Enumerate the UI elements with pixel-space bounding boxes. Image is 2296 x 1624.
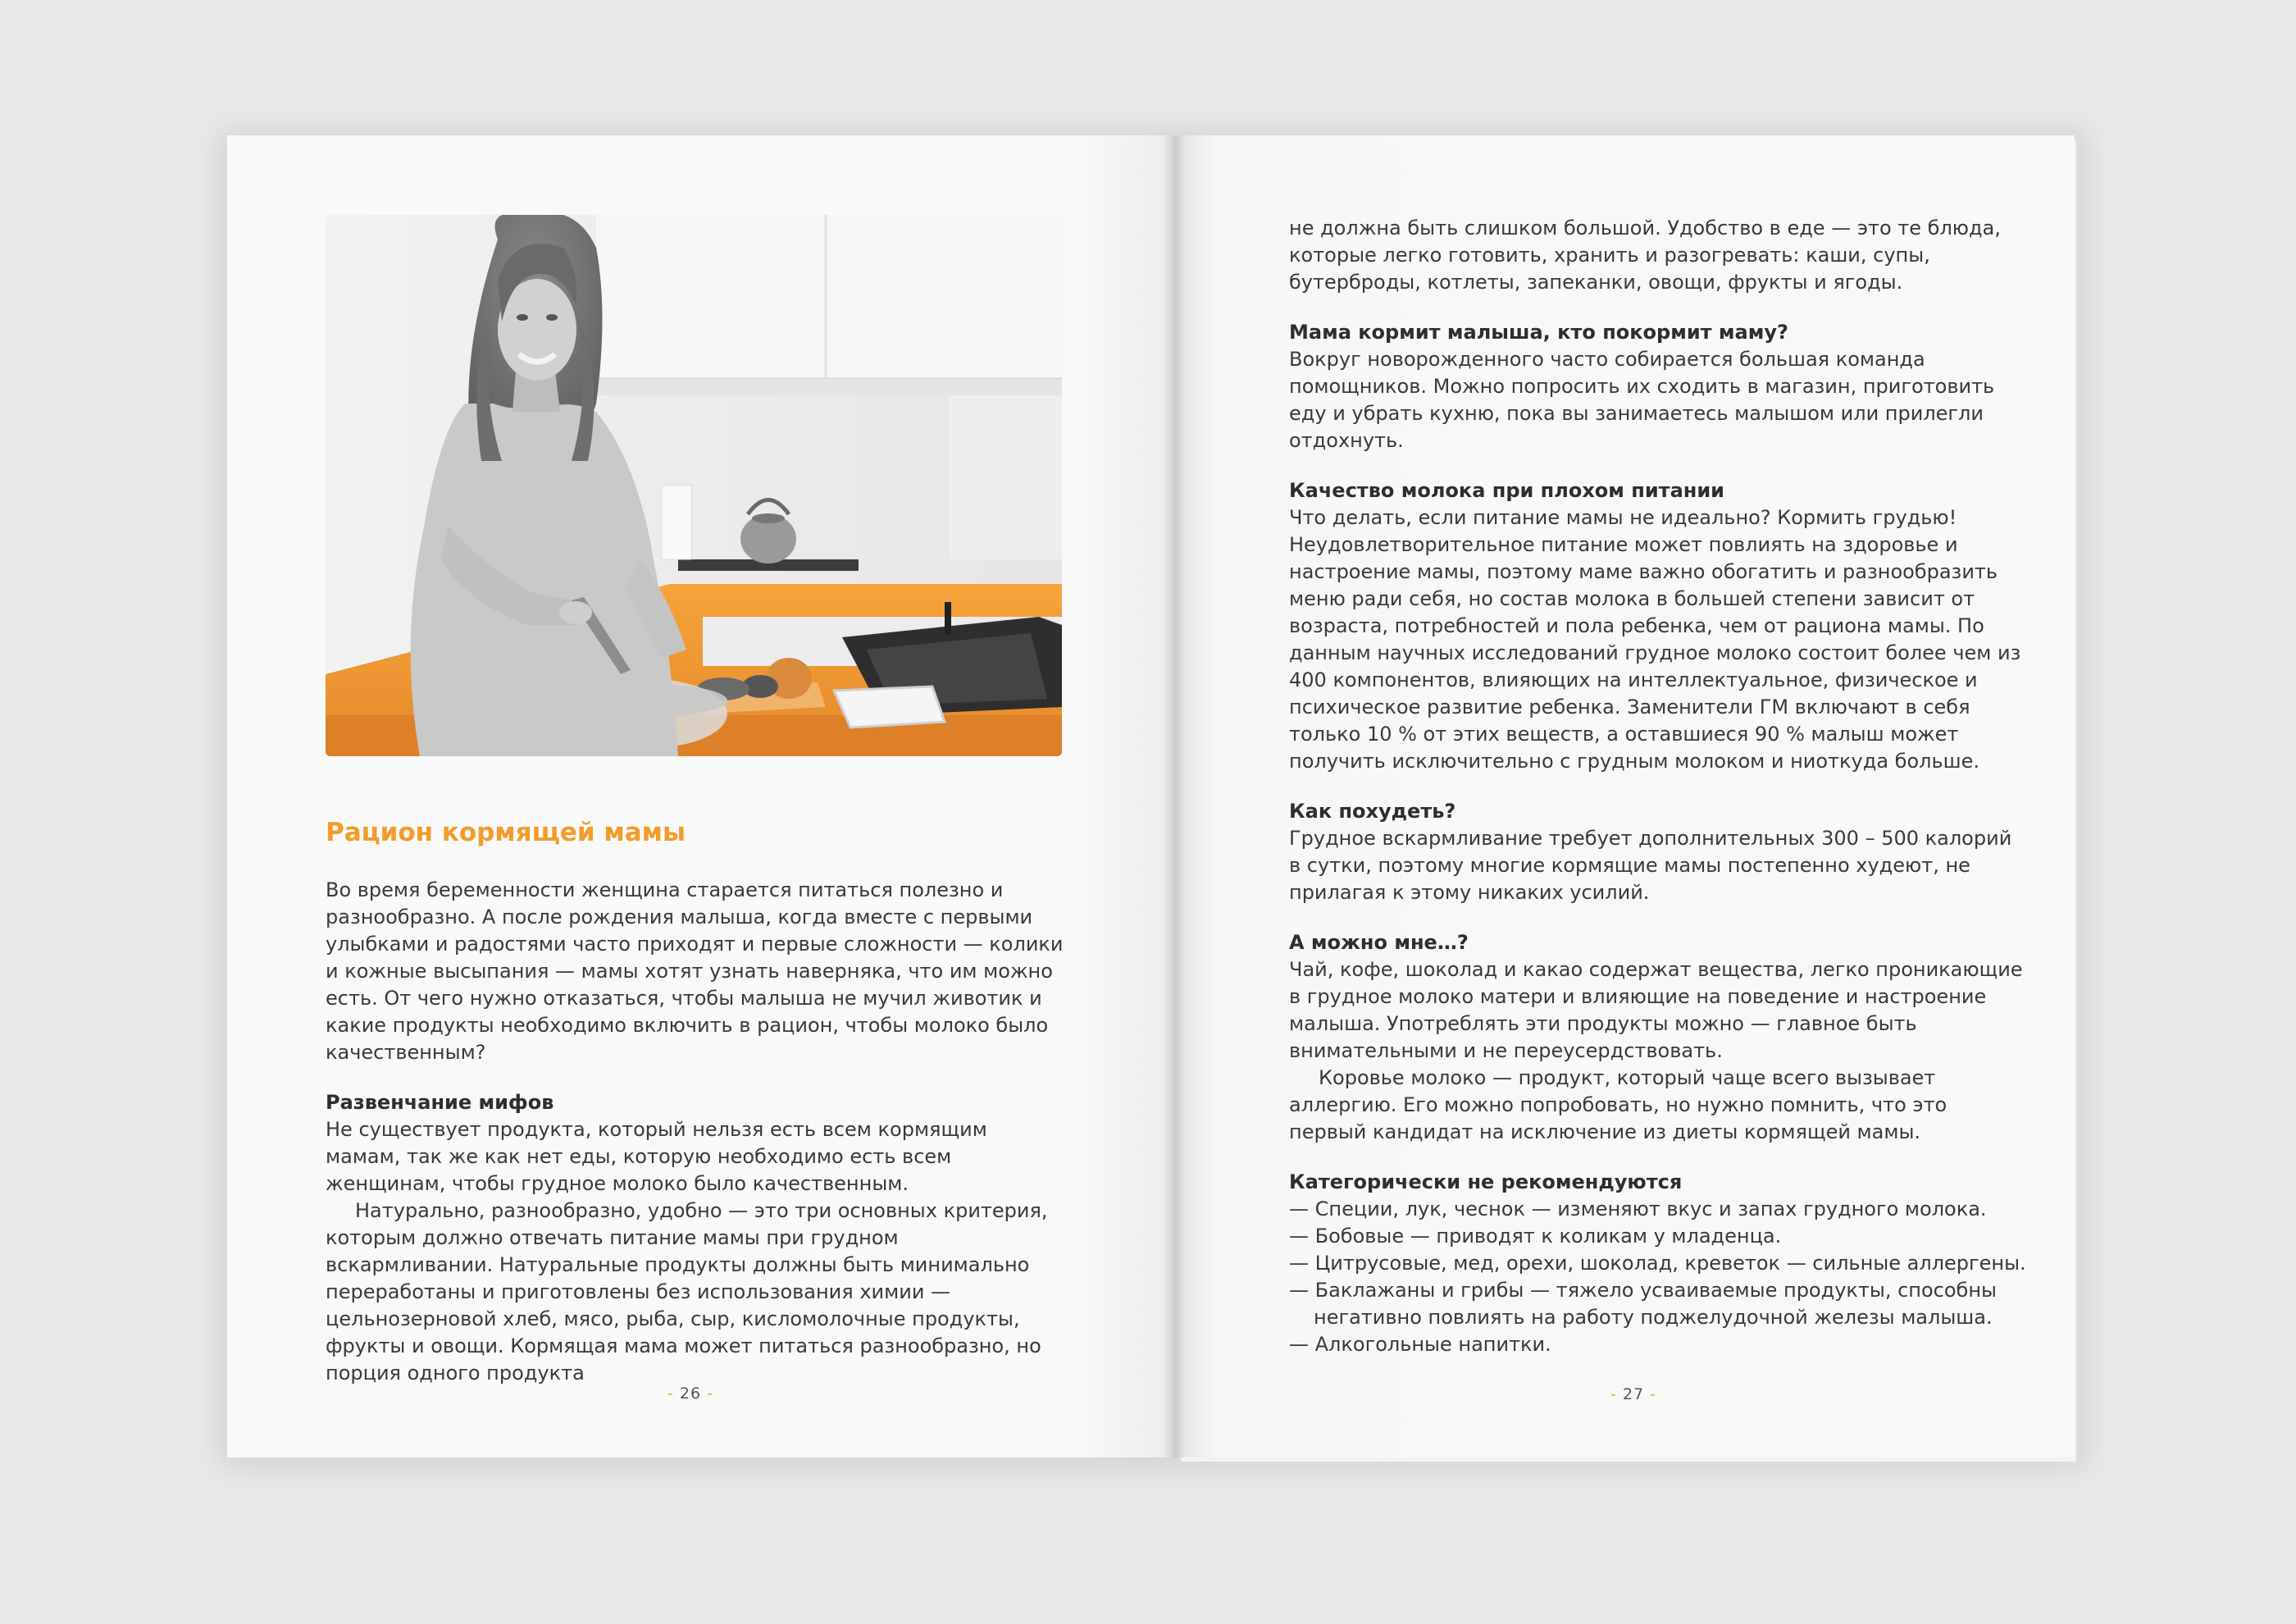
kitchen-photo	[326, 215, 1062, 756]
list-item: — Алкогольные напитки.	[1289, 1331, 2027, 1358]
myths-heading: Развенчание мифов	[326, 1091, 554, 1114]
list-item: — Баклажаны и грибы — тяжело усваиваемые продукты, способны негативно повлиять на работу поджелудочной железы малыша.	[1289, 1277, 2027, 1331]
right-page	[1174, 135, 2075, 1457]
list-item: — Бобовые — приводят к коликам у младенца.	[1289, 1223, 2027, 1250]
myths-paragraph-2: Натурально, разнообразно, удобно — это три основных критерия, которым должно отвечать питание мамы при грудном вскармливании. Натуральные продукты должны быть минимально переработаны и приготовлены без использования химии — цельнозерновой хлеб, мясо, рыба, сыр, кисломолочные продукты, фрукты и овощи. Кормящая мама может питаться разнообразно, но порция одного продукта	[326, 1199, 1048, 1385]
page-title: Рацион кормящей мамы	[326, 818, 686, 847]
section-heading-milk-quality: Качество молока при плохом питании	[1289, 479, 1724, 502]
page-number-value: 26	[679, 1385, 702, 1403]
intro-paragraph: Во время беременности женщина старается питаться полезно и разнообразно. А после рождения малыша, когда вместе с первыми улыбками и радостями часто приходят и первые сложности — колики и кожные высыпания — мамы хотят узнать наверняка, что им можно есть. От чего нужно отказаться, чтобы малыша не мучил животик и какие продукты необходимо включить в рацион, чтобы молоко было качественным?	[326, 878, 1064, 1064]
section-heading-not-recommended: Категорически не рекомендуются	[1289, 1170, 1683, 1193]
not-recommended-list	[1289, 1196, 2027, 1358]
section-heading-helpers: Мама кормит малыша, кто покормит маму?	[1289, 321, 1788, 344]
section-text-milk-quality: Что делать, если питание мамы не идеально? Кормить грудью! Неудовлетворительное питание может повлиять на здоровье и настроение мамы, поэтому маме важно обогатить и разнообразить меню ради себя, но состав молока в большей степени зависит от возраста, потребностей и пола ребенка, чем от рациона мамы. По данным научных исследований грудное молоко состоит более чем из 400 компонентов, влияющих на интеллектуальное, физическое и психическое развитие ребенка. Заменители ГМ включают в себя только 10 % от этих веществ, а оставшиеся 90 % малыш может получить исключительно с грудным молоком и ниоткуда больше.	[1289, 506, 2021, 773]
section-text-weight-loss: Грудное вскармливание требует дополнительных 300 – 500 калорий в сутки, поэтому многие кормящие мамы постепенно худеют, не прилагая к этому никаких усилий.	[1289, 827, 2012, 904]
list-item: — Специи, лук, чеснок — изменяют вкус и запах грудного молока.	[1289, 1196, 2027, 1223]
page-number-value: 27	[1622, 1385, 1645, 1403]
left-page-text	[326, 816, 1064, 1387]
right-page-text	[1289, 215, 2027, 1358]
left-page	[227, 135, 1174, 1457]
section-heading-can-i: А можно мне…?	[1289, 931, 1469, 954]
page-number-left	[667, 1385, 713, 1403]
section-text-can-i-1: Чай, кофе, шоколад и какао содержат вещества, легко проникающие в грудное молоко матери и влияющие на поведение и настроение малыша. Употреблять эти продукты можно — главное быть внимательными и не переусердствовать.	[1289, 958, 2023, 1062]
continuation-paragraph: не должна быть слишком большой. Удобство в еде — это те блюда, которые легко готовить, хранить и разогревать: каши, супы, бутерброды, котлеты, запеканки, овощи, фрукты и ягоды.	[1289, 217, 2001, 294]
folio-dash: -	[707, 1385, 713, 1403]
section-heading-weight-loss: Как похудеть?	[1289, 800, 1456, 823]
section-text-helpers: Вокруг новорожденного часто собирается большая команда помощников. Можно попросить их сходить в магазин, приготовить еду и убрать кухню, пока вы занимаетесь малышом или прилегли отдохнуть.	[1289, 348, 1995, 452]
book-gutter	[1163, 135, 1186, 1457]
section-text-can-i-2: Коровье молоко — продукт, который чаще всего вызывает аллергию. Его можно попробовать, но нужно помнить, что это первый кандидат на исключение из диеты кормящей мамы.	[1289, 1066, 1947, 1143]
list-item: — Цитрусовые, мед, орехи, шоколад, креветок — сильные аллергены.	[1289, 1250, 2027, 1277]
page-number-right	[1610, 1385, 1656, 1403]
kitchen-photo-illustration	[326, 215, 1062, 756]
folio-dash: -	[667, 1385, 674, 1403]
folio-dash: -	[1610, 1385, 1617, 1403]
folio-dash: -	[1650, 1385, 1656, 1403]
myths-paragraph-1: Не существует продукта, который нельзя есть всем кормящим мамам, так же как нет еды, которую необходимо есть всем женщинам, чтобы грудное молоко было качественным.	[326, 1118, 987, 1195]
